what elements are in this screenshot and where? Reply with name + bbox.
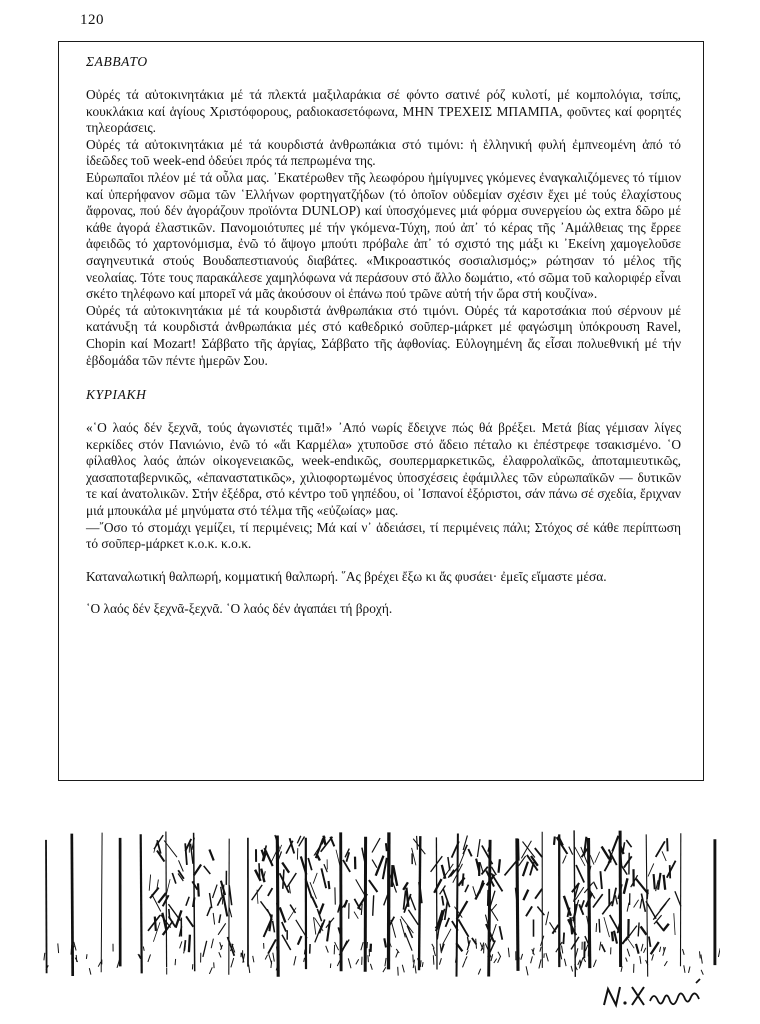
grass-stroke — [58, 943, 59, 953]
foliage-stroke — [656, 921, 663, 930]
grass-stroke — [402, 965, 404, 973]
grass-stroke — [466, 950, 468, 955]
foliage-stroke — [194, 865, 201, 876]
paragraph-spacer — [86, 585, 681, 601]
grass-stroke — [370, 964, 372, 970]
tree-trunk — [436, 837, 437, 969]
grass-stroke — [209, 967, 212, 974]
paragraph: Εὐρωπαῖοι πλέον μέ τά οὖλα μας. ᾿Εκατέρωθεν τῆς λεωφόρου ἡμίγυμνες γκόμενες ἐναγκαλιζόμενες τό τίμιον καί ὑπερήφανον σῶμα τῶν ῾Ελλήνων φορτηγατζήδων (τό ὁποῖον οὐδεμίαν σχέσιν ἔχει μέ τούς ἐλαχίστους ἄφρονας, πού δέν ἀγοράζουν προϊόντα DUNLOP) καί ὑποσχόμενες μιά φόρμα συνεργείου ὡς extra δῶρο μέ κάθε ἀγορά ἐλαστικῶν. Πανομοιότυπες μέ τήν γκόμενα-Τύχη, πού ἀπ᾿ τό κέρας τῆς ᾿Αμάλθειας της ἔρρεε ἀφειδῶς τό χαρτονόμισμα, ἐνῶ τό ἄψογο μπούτι πρόβαλε ἀπ᾿ τό σχιστό της μάξι κι ᾿Εκείνη χαμογελοῦσε σαγηνευτικά στούς Βουδαπεστιανούς διαβάτες. «Μικροαστικός σοσιαλισμός;» ρώτησαν τό μέλος τῆς νεολαίας. Τότε τους παρακάλεσε χαμηλόφωνα νά περάσουν στό ἄλλο δωμάτιο, «τό σῶμα τοῦ καλοριφέρ εἶναι σκέτο τηλέφωνο καί μπορεῖ νά μᾶς ἀκούσουν οἱ ἐπάνω πού τρῶνε αὐτή τήν ὥρα στή κουζίνα». — [86, 169, 681, 302]
grass-stroke — [644, 948, 646, 953]
grass-stroke — [498, 956, 501, 963]
paragraph: ῾Ο λαός δέν ξεχνᾶ-ξεχνᾶ. ῾Ο λαός δέν ἀγαπάει τή βροχή. — [86, 601, 393, 617]
foliage-stroke — [268, 888, 273, 896]
foliage-stroke — [217, 898, 221, 906]
foliage-stroke — [321, 868, 326, 888]
grass-stroke — [420, 960, 421, 967]
foliage-stroke — [593, 894, 603, 907]
foliage-stroke — [563, 855, 567, 863]
foliage-stroke — [264, 848, 272, 866]
grass-stroke — [718, 948, 720, 957]
grass-stroke — [269, 954, 272, 964]
section-heading-sunday: ΚΥΡΙΑΚΗ — [86, 387, 147, 403]
grass-stroke — [701, 955, 702, 964]
foliage-stroke — [229, 908, 232, 918]
foliage-stroke — [198, 883, 199, 896]
foliage-stroke — [667, 861, 676, 878]
foliage-stroke — [446, 918, 450, 927]
grass-stroke — [398, 967, 399, 976]
grass-stroke — [465, 956, 467, 960]
foliage-stroke — [599, 919, 600, 933]
grass-stroke — [219, 952, 221, 957]
grass-stroke — [383, 967, 386, 972]
foliage-stroke — [576, 865, 584, 883]
foliage-stroke — [282, 922, 286, 932]
page-number: 120 — [80, 12, 104, 28]
grass-stroke — [415, 966, 416, 974]
foliage-stroke — [150, 888, 159, 899]
grass-stroke — [175, 959, 176, 965]
foliage-stroke — [356, 879, 365, 894]
foliage-stroke — [664, 875, 666, 890]
foliage-stroke — [640, 899, 642, 909]
grass-stroke — [253, 956, 254, 962]
foliage-stroke — [218, 923, 226, 935]
grass-stroke — [660, 947, 661, 952]
grass-stroke — [640, 956, 641, 964]
foliage-stroke — [288, 908, 296, 921]
paragraph: Οὐρές τά αὐτοκινητάκια μέ τά κουρδιστά ἀνθρωπάκια στό τιμόνι. Οὐρές τά καροτσάκια πού σέρνουν μέ κατάνυξη τά κουρδιστά ἀνθρωπάκια μές στό καθεδρικό σοῦπερ-μάρκετ μέ φαγώσιμη ὑπόκρουση Ravel, Chopin καί Mozart! Σάββατο τῆς ἀργίας, Σάββατο τῆς ἀφθονίας. Εὐλογημένη ἄς εἶσαι πολυεθνική μέ τήν ἑβδομάδα τῶν πέντε ἡμερῶν Σου. — [86, 302, 681, 368]
foliage-stroke — [223, 895, 227, 916]
foliage-stroke — [614, 931, 617, 944]
grass-stroke — [86, 954, 87, 959]
foliage-stroke — [372, 838, 380, 852]
grass-stroke — [476, 939, 477, 949]
foliage-stroke — [354, 912, 358, 919]
foliage-stroke — [443, 929, 451, 945]
tree-trunk — [419, 836, 420, 970]
foliage-stroke — [465, 885, 469, 892]
grass-stroke — [562, 946, 563, 954]
foliage-stroke — [604, 917, 610, 937]
grass-stroke — [700, 951, 701, 958]
paragraph: —῎Οσο τό στομάχι γεμίζει, τί περιμένεις; Μά καί ν᾿ ἀδειάσει, τί περιμένεις πάλι; Στόχος σέ κάθε περίπτωση τό σοῦπερ-μάρκετ κ.ο.κ. κ.ο.κ. — [86, 519, 681, 552]
foliage-stroke — [172, 873, 176, 884]
grass-stroke — [478, 969, 480, 975]
grass-stroke — [508, 948, 509, 958]
foliage-stroke — [596, 923, 597, 932]
grass-stroke — [71, 945, 72, 955]
grass-stroke — [44, 953, 45, 961]
foliage-stroke — [376, 856, 384, 876]
foliage-stroke — [204, 866, 211, 874]
foliage-stroke — [535, 889, 542, 899]
foliage-stroke — [523, 842, 535, 858]
foliage-stroke — [155, 917, 156, 931]
foliage-stroke — [329, 881, 330, 889]
grass-stroke — [491, 954, 493, 961]
tree-trunk — [457, 834, 458, 977]
foliage-stroke — [569, 847, 573, 855]
grass-stroke — [519, 957, 520, 963]
foliage-stroke — [298, 936, 302, 945]
foliage-stroke — [287, 873, 296, 887]
foliage-stroke — [602, 902, 612, 915]
foliage-stroke — [209, 850, 213, 861]
foliage-stroke — [535, 848, 542, 857]
grass-stroke — [432, 944, 435, 949]
foliage-stroke — [638, 923, 639, 937]
foliage-stroke — [282, 935, 291, 950]
foliage-stroke — [480, 862, 483, 872]
foliage-stroke — [393, 865, 397, 886]
foliage-stroke — [392, 865, 393, 887]
foliage-stroke — [554, 837, 555, 845]
grass-stroke — [701, 970, 703, 975]
grass-stroke — [356, 959, 359, 964]
grass-stroke — [439, 958, 441, 965]
grass-stroke — [396, 951, 399, 957]
foliage-stroke — [361, 904, 362, 916]
foliage-stroke — [660, 898, 670, 910]
foliage-stroke — [602, 944, 606, 952]
foliage-stroke — [491, 904, 497, 911]
grass-stroke — [385, 958, 386, 966]
grass-stroke — [413, 955, 414, 963]
foliage-stroke — [602, 847, 610, 860]
grass-stroke — [294, 956, 296, 965]
foliage-stroke — [641, 894, 645, 912]
foliage-stroke — [615, 895, 617, 904]
grass-stroke — [494, 959, 497, 963]
foliage-stroke — [610, 915, 620, 933]
section-heading-saturday: ΣΑΒΒΑΤΟ — [86, 54, 148, 69]
foliage-stroke — [192, 881, 197, 889]
grass-stroke — [664, 961, 667, 966]
foliage-stroke — [384, 938, 386, 947]
forest-ink-drawing — [40, 830, 720, 980]
foliage-stroke — [179, 860, 184, 871]
foliage-stroke — [575, 847, 585, 866]
tree-trunk — [141, 834, 142, 973]
foliage-stroke — [641, 926, 647, 934]
grass-stroke — [626, 958, 628, 962]
grass-stroke — [531, 956, 533, 963]
grass-stroke — [526, 966, 528, 975]
paragraph: Καταναλωτική θαλπωρή, κομματική θαλπωρή. ῞Ας βρέχει ἔξω κι ἄς φυσάει· ἐμεῖς εἴμαστε μέσα. — [86, 568, 607, 584]
grass-stroke — [265, 955, 267, 960]
grass-stroke — [361, 942, 363, 950]
grass-stroke — [249, 965, 250, 973]
foliage-stroke — [203, 941, 207, 957]
foliage-stroke — [651, 942, 659, 954]
foliage-stroke — [273, 921, 275, 933]
foliage-stroke — [647, 889, 648, 899]
grass-stroke — [348, 958, 351, 968]
grass-stroke — [148, 954, 151, 962]
foliage-stroke — [634, 900, 639, 908]
foliage-stroke — [410, 896, 416, 910]
foliage-stroke — [445, 901, 448, 920]
foliage-stroke — [459, 853, 464, 866]
foliage-stroke — [417, 836, 418, 850]
foliage-stroke — [373, 895, 374, 916]
grass-stroke — [627, 949, 630, 957]
foliage-stroke — [571, 917, 573, 934]
foliage-stroke — [622, 937, 628, 944]
grass-stroke — [304, 950, 305, 955]
foliage-stroke — [500, 926, 503, 940]
foliage-stroke — [674, 913, 675, 935]
foliage-stroke — [316, 838, 323, 858]
grass-stroke — [304, 958, 305, 962]
foliage-stroke — [404, 891, 406, 910]
tree-trunk — [101, 833, 102, 973]
grass-stroke — [564, 959, 566, 966]
foliage-stroke — [662, 851, 666, 861]
foliage-stroke — [219, 914, 221, 923]
foliage-stroke — [189, 935, 190, 953]
paragraph: «῾Ο λαός δέν ξεχνᾶ, τούς ἀγωνιστές τιμᾶ!» ᾿Από νωρίς ἔδειχνε πώς θά βρέξει. Μετά βίας γέμισαν λίγες κερκίδες στόν Πανιώνιο, ἐνῶ τό «ἄι Καρμέλα» χτυποῦσε στό ἄδειο πέταλο κι ἐπέστρεφε τσακισμένο. ῾Ο φίλαθλος λαός ἀπών οἰκογενειακῶς, week-endικῶς, σουπερμαρκετικῶς, ἐλαφρολαϊκῶς, ἀποταμιευτικῶς, χασαποταβερνικῶς, «ἐπαναστατικῶς», χιλιοφορτωμένος ὑποσχέσεις ἐφάμιλλες τῶν εὐρωπαϊκῶν — δυτικῶν τε καί ἀνατολικῶν. Στήν ἐξέδρα, στό κέντρο τοῦ γηπέδου, οἱ ᾿Ισπανοί ἐξόριστοι, σάν πάνω σέ σχεδία, ἔριχναν μιά μπουκάλα μέ μηνύματα στό τέλμα τῆς «εὐζωίας» μας. — [86, 420, 681, 519]
foliage-stroke — [442, 896, 444, 906]
grass-stroke — [684, 965, 685, 973]
grass-stroke — [498, 952, 501, 957]
grass-stroke — [89, 968, 91, 975]
grass-stroke — [546, 953, 548, 961]
tree-trunk — [517, 838, 518, 971]
foliage-stroke — [186, 897, 189, 906]
foliage-stroke — [623, 842, 625, 851]
tree-trunk — [574, 830, 575, 977]
foliage-stroke — [268, 939, 276, 953]
foliage-stroke — [523, 862, 528, 876]
foliage-stroke — [526, 906, 532, 916]
foliage-stroke — [186, 916, 193, 927]
foliage-stroke — [434, 879, 441, 893]
grass-stroke — [440, 944, 441, 954]
foliage-stroke — [600, 871, 602, 889]
grass-stroke — [593, 960, 596, 967]
foliage-stroke — [473, 886, 476, 896]
foliage-stroke — [458, 919, 468, 936]
foliage-stroke — [667, 838, 668, 851]
grass-stroke — [422, 962, 423, 967]
foliage-stroke — [193, 897, 195, 907]
grass-stroke — [180, 941, 182, 948]
grass-stroke — [521, 954, 523, 960]
foliage-stroke — [408, 910, 418, 925]
grass-stroke — [585, 945, 588, 952]
foliage-stroke — [335, 942, 339, 950]
foliage-stroke — [324, 864, 327, 872]
foliage-stroke — [537, 907, 544, 916]
foliage-stroke — [308, 858, 312, 870]
foliage-stroke — [384, 895, 388, 906]
foliage-stroke — [624, 856, 632, 867]
foliage-stroke — [663, 924, 669, 931]
grass-stroke — [143, 947, 144, 951]
grass-stroke — [689, 967, 691, 973]
grass-stroke — [539, 959, 541, 968]
foliage-stroke — [319, 904, 323, 915]
foliage-stroke — [658, 873, 660, 890]
foliage-stroke — [383, 858, 387, 879]
foliage-stroke — [605, 858, 612, 871]
paragraph-spacer — [86, 553, 681, 569]
foliage-stroke — [210, 893, 212, 908]
foliage-stroke — [149, 875, 150, 891]
foliage-stroke — [167, 879, 171, 894]
grass-stroke — [621, 966, 622, 971]
grass-stroke — [652, 954, 654, 960]
foliage-stroke — [448, 857, 450, 871]
foliage-stroke — [372, 860, 377, 868]
foliage-stroke — [297, 836, 301, 844]
paragraph: Οὐρές τά αὐτοκινητάκια μέ τά κουρδιστά ἀνθρωπάκια στό τιμόνι: ἡ ἑλληνική φυλή ἐμπνεομένη ἀπό τό ἰδεῶδες τοῦ week-end ὁδεύει πρός τά πεπρωμένα της. — [86, 136, 681, 169]
foliage-stroke — [626, 840, 631, 847]
foliage-stroke — [213, 913, 214, 925]
foliage-stroke — [564, 896, 571, 916]
foliage-stroke — [590, 855, 594, 865]
grass-stroke — [641, 944, 643, 951]
grass-stroke — [463, 961, 466, 967]
grass-stroke — [683, 949, 685, 955]
grass-stroke — [433, 955, 434, 964]
grass-stroke — [211, 939, 213, 949]
foliage-stroke — [649, 937, 651, 947]
grass-stroke — [600, 942, 601, 951]
foliage-stroke — [675, 891, 681, 906]
foliage-stroke — [477, 839, 480, 857]
artist-signature — [600, 975, 710, 1015]
foliage-stroke — [280, 907, 286, 922]
grass-stroke — [231, 958, 234, 967]
foliage-stroke — [636, 944, 639, 954]
tree-trunk — [46, 840, 47, 973]
foliage-stroke — [499, 859, 500, 873]
foliage-stroke — [468, 849, 471, 856]
foliage-stroke — [401, 916, 414, 933]
grass-stroke — [273, 953, 275, 962]
foliage-stroke — [441, 944, 444, 952]
foliage-stroke — [612, 836, 618, 852]
foliage-stroke — [546, 912, 549, 926]
paragraph: Οὐρές τά αὐτοκινητάκια μέ τά πλεκτά μαξιλαράκια σέ φόντο σατινέ ρόζ κυλοτί, μέ κομπολόγια, τσίπς, κουκλάκια καί ἁγίους Χριστόφορους, ραδιοκασετόφωνα, ΜΗΝ ΤΡΕΧΕΙΣ ΜΠΑΜΠΑ, φοῦντες καί φορητές τηλεοράσεις. — [86, 87, 681, 136]
tree-trunk — [646, 834, 648, 976]
grass-stroke — [540, 947, 541, 952]
foliage-stroke — [207, 907, 211, 916]
foliage-stroke — [624, 878, 628, 894]
foliage-stroke — [654, 874, 655, 889]
foliage-stroke — [518, 839, 519, 861]
foliage-stroke — [386, 843, 387, 851]
foliage-stroke — [523, 890, 528, 901]
foliage-stroke — [595, 852, 600, 863]
foliage-stroke — [313, 873, 317, 884]
grass-stroke — [571, 966, 573, 972]
foliage-stroke — [407, 926, 412, 938]
foliage-stroke — [261, 901, 273, 917]
foliage-stroke — [627, 903, 629, 912]
grass-stroke — [98, 962, 101, 967]
foliage-stroke — [581, 900, 584, 909]
grass-stroke — [433, 948, 435, 956]
foliage-stroke — [330, 837, 334, 847]
foliage-stroke — [213, 885, 218, 898]
foliage-stroke — [563, 933, 564, 945]
grass-stroke — [326, 946, 329, 953]
grass-stroke — [368, 955, 369, 962]
foliage-stroke — [612, 932, 613, 942]
foliage-stroke — [530, 862, 534, 875]
foliage-stroke — [290, 905, 295, 913]
foliage-stroke — [594, 882, 598, 890]
foliage-stroke — [369, 880, 378, 892]
foliage-stroke — [283, 869, 284, 888]
text-frame — [58, 41, 704, 781]
